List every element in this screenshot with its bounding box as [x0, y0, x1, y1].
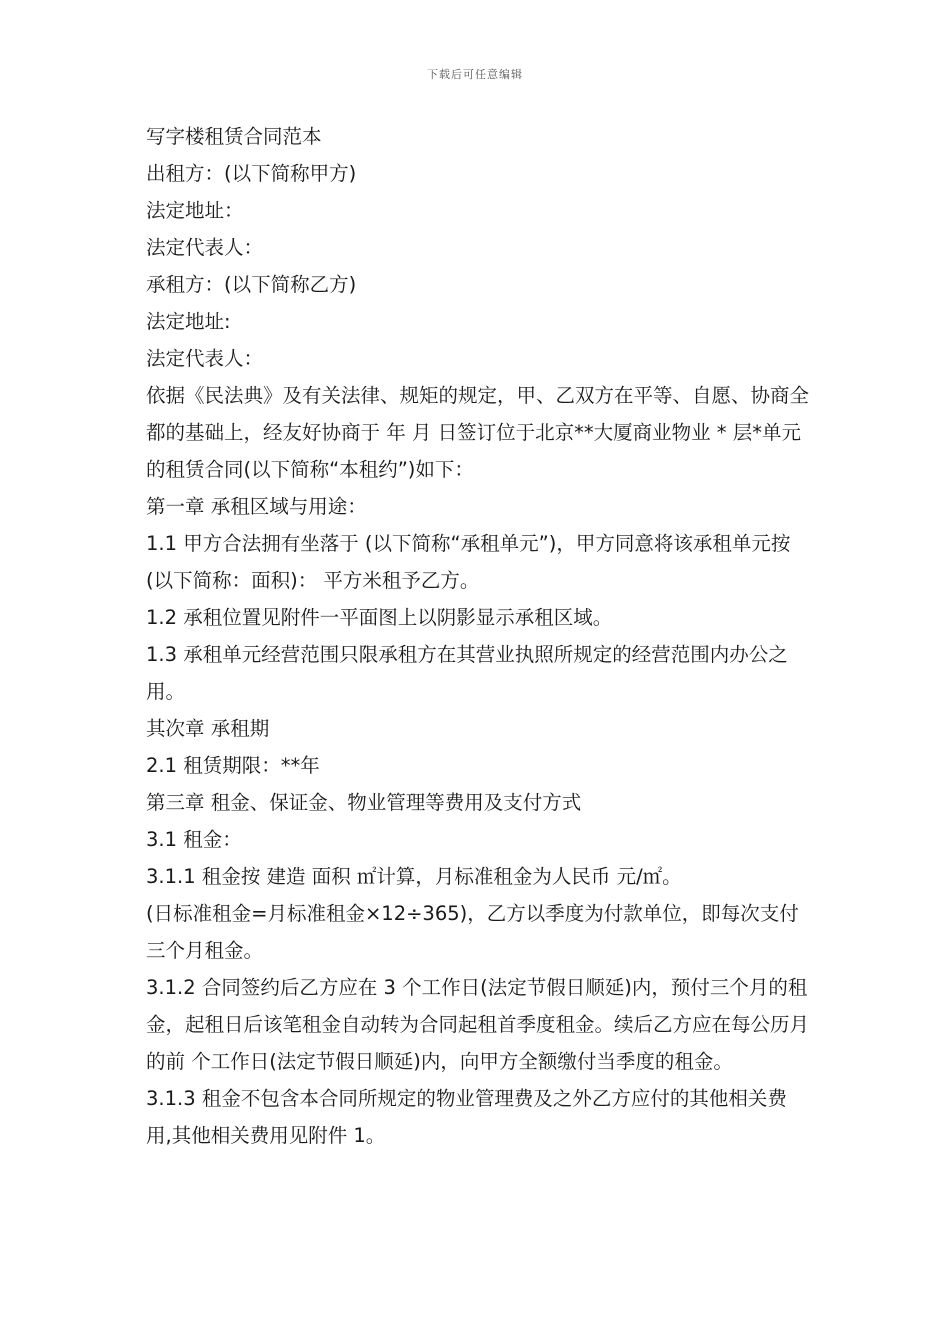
header-note: 下载后可任意编辑 [427, 68, 523, 81]
chapter-3-heading: 第三章 租金、保证金、物业管理等费用及支付方式 [146, 791, 582, 814]
clause-3-1-1: 3.1.1 租金按 建造 面积 ㎡计算，月标准租金为人民币 元/㎡。 [146, 865, 682, 888]
lessor-address-line: 法定地址： [146, 199, 244, 222]
chapter-2-heading: 其次章 承租期 [146, 717, 270, 740]
clause-3-1-2: 3.1.2 合同签约后乙方应在 3 个工作日(法定节假日顺延)内，预付三个月的租金，起租日后该笔租金自动转为合同起租首季度租金。续后乙方应在每公历月的前 个工作日(法定节假日顺延)内，向甲方全额缴付当季度的租金。 [146, 976, 810, 1073]
lessee-address-line: 法定地址: [146, 310, 231, 333]
lessor-line: 出租方：(以下简称甲方) [146, 162, 357, 185]
clause-3-1: 3.1 租金： [146, 828, 242, 851]
chapter-1-heading: 第一章 承租区域与用途： [146, 495, 367, 518]
lessee-line: 承租方：(以下简称乙方) [146, 273, 357, 296]
document-title: 写字楼租赁合同范本 [146, 125, 322, 148]
clause-2-1: 2.1 租赁期限：**年 [146, 754, 320, 777]
clause-1-2: 1.2 承租位置见附件一平面图上以阴影显示承租区域。 [146, 606, 613, 629]
lessor-representative-line: 法定代表人： [146, 236, 264, 259]
clause-1-3: 1.3 承租单元经营范围只限承租方在其营业执照所规定的经营范围内办公之用。 [146, 643, 788, 703]
daily-rent-note: (日标准租金=月标准租金×12÷365)，乙方以季度为付款单位，即每次支付三个月租金。 [146, 902, 799, 962]
document-body [146, 118, 810, 1154]
lessee-representative-line: 法定代表人： [146, 347, 264, 370]
clause-1-1: 1.1 甲方合法拥有坐落于 (以下简称“承租单元”)，甲方同意将该承租单元按 (以下简称：面积)： 平方米租予乙方。 [146, 532, 791, 592]
preamble-paragraph: 依据《民法典》及有关法律、规矩的规定，甲、乙双方在平等、自愿、协商全都的基础上，经友好协商于 年 月 日签订位于北京**大厦商业物业 * 层*单元的租赁合同(以下简称“本租约”)如下： [146, 384, 810, 481]
clause-3-1-3: 3.1.3 租金不包含本合同所规定的物业管理费及之外乙方应付的其他相关费用,其他相关费用见附件 1。 [146, 1087, 787, 1147]
